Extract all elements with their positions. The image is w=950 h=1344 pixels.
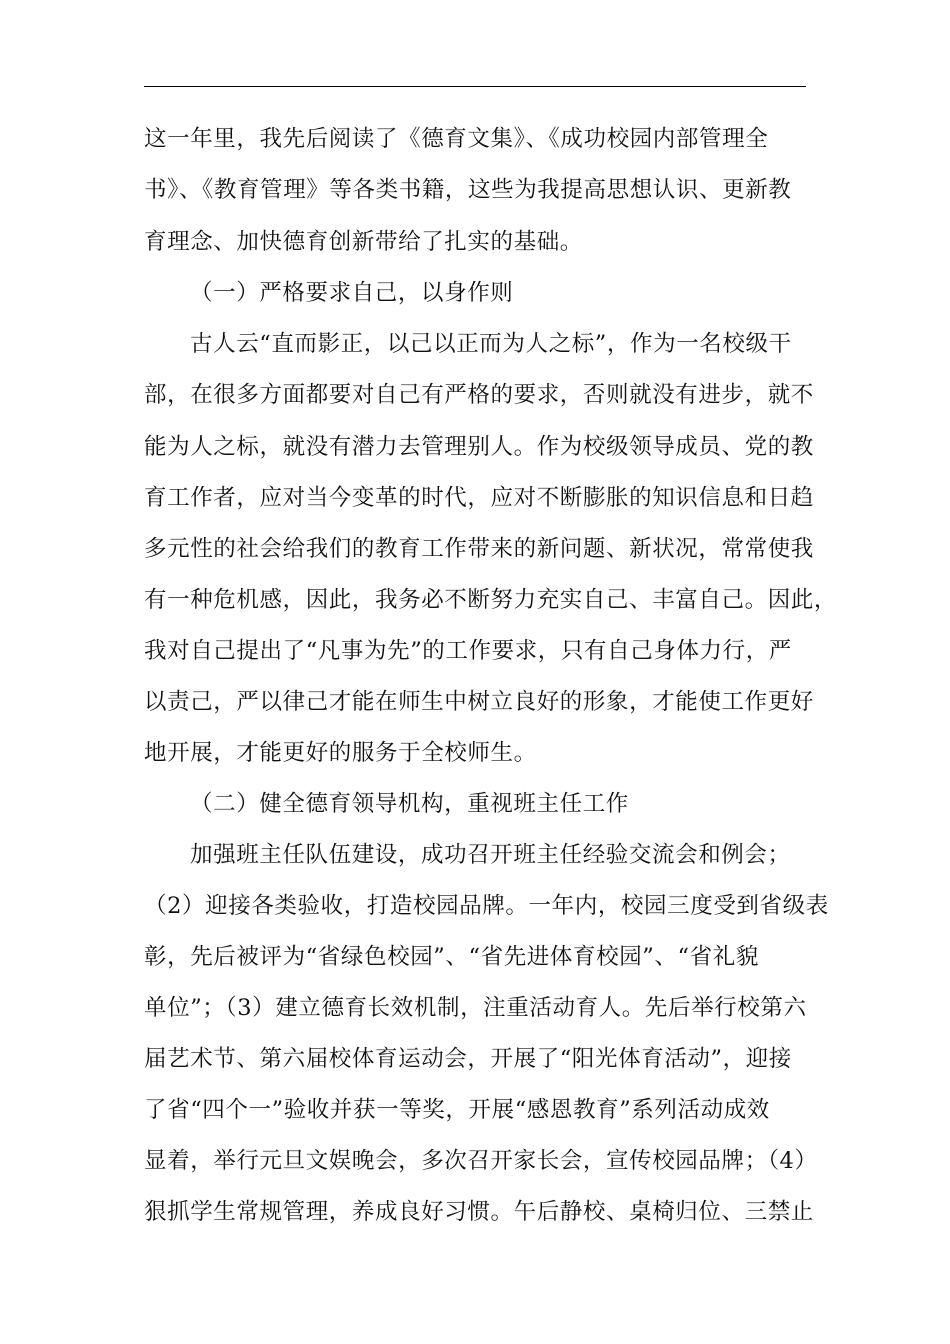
text-line: 古人云“直而影正，以己以正而为人之标”，作为一名校级干 bbox=[190, 331, 792, 357]
text-line: 地开展，才能更好的服务于全校师生。 bbox=[144, 740, 537, 766]
text-line: （2）迎接各类验收，打造校园品牌。一年内，校园三度受到省级表 bbox=[144, 893, 829, 919]
text-line: 这一年里，我先后阅读了《德育文集》、《成功校园内部管理全 bbox=[144, 126, 769, 152]
text-line: 显着，举行元旦文娱晚会，多次召开家长会，宣传校园品牌；（4） bbox=[144, 1148, 818, 1174]
text-line: 我对自己提出了“凡事为先”的工作要求，只有自己身体力行，严 bbox=[144, 638, 792, 664]
section-heading: （二）健全德育领导机构，重视班主任工作 bbox=[190, 791, 629, 817]
text-line: 狠抓学生常规管理，养成良好习惯。午后静校、桌椅归位、三禁止 bbox=[144, 1199, 814, 1225]
text-line: 多元性的社会给我们的教育工作带来的新问题、新状况，常常使我 bbox=[144, 536, 814, 562]
text-line: 书》、《教育管理》等各类书籍，这些为我提高思想认识、更新教 bbox=[144, 177, 792, 203]
text-line: 单位”；（3）建立德育长效机制，注重活动育人。先后举行校第六 bbox=[144, 995, 807, 1021]
text-line: 能为人之标，就没有潜力去管理别人。作为校级领导成员、党的教 bbox=[144, 434, 814, 460]
text-line: 加强班主任队伍建设，成功召开班主任经验交流会和例会； bbox=[190, 842, 791, 868]
text-line: 彰，先后被评为“省绿色校园”、“省先进体育校园”、“省礼貌 bbox=[144, 944, 759, 970]
text-line: 了省“四个一”验收并获一等奖，开展“感恩教育”系列活动成效 bbox=[144, 1097, 770, 1123]
text-line: 部，在很多方面都要对自己有严格的要求，否则就没有进步，就不 bbox=[144, 382, 814, 408]
header-rule bbox=[144, 86, 806, 87]
section-heading: （一）严格要求自己，以身作则 bbox=[190, 280, 514, 306]
text-line: 以责己，严以律己才能在师生中树立良好的形象，才能使工作更好 bbox=[144, 689, 814, 715]
text-line: 育工作者，应对当今变革的时代，应对不断膨胀的知识信息和日趋 bbox=[144, 485, 814, 511]
text-line: 育理念、加快德育创新带给了扎实的基础。 bbox=[144, 229, 583, 255]
text-line: 届艺术节、第六届校体育运动会，开展了“阳光体育活动”，迎接 bbox=[144, 1046, 792, 1072]
text-line: 有一种危机感，因此，我务必不断努力充实自己、丰富自己。因此， bbox=[144, 587, 838, 613]
